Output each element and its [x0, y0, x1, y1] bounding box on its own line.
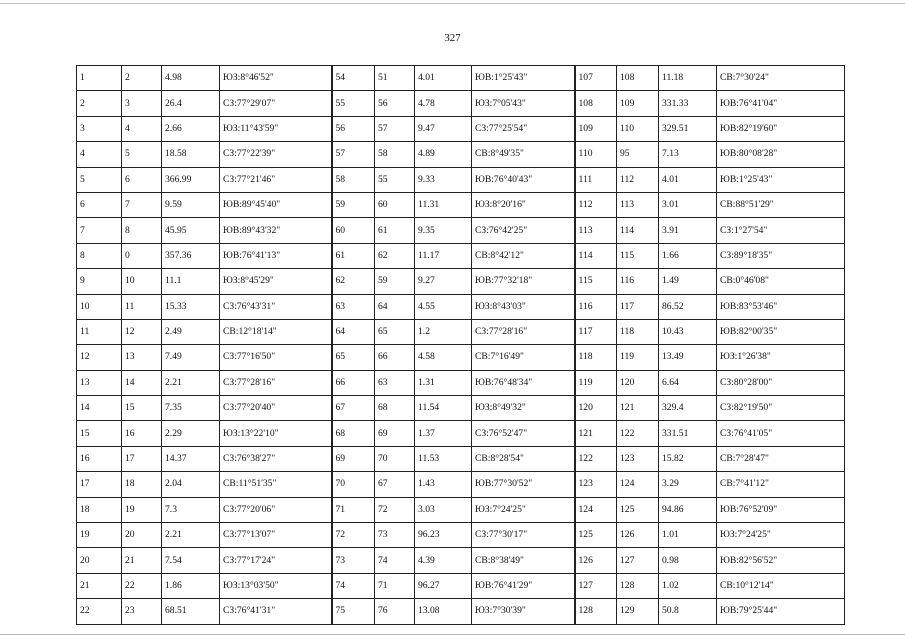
- cell-to-point: 110: [617, 116, 659, 141]
- cell-to-point: 66: [375, 345, 415, 370]
- cell-to-point: 125: [617, 497, 659, 522]
- table-row: [77, 497, 845, 522]
- cell-distance: 7.54: [162, 548, 220, 573]
- cell-bearing: ЮВ:89°45'40": [220, 192, 332, 217]
- cell-from-point: 64: [332, 319, 375, 344]
- cell-distance: 1.66: [659, 243, 717, 268]
- cell-to-point: 6: [122, 167, 162, 192]
- cell-distance: 2.49: [162, 319, 220, 344]
- cell-distance: 1.01: [659, 523, 717, 548]
- cell-distance: 68.51: [162, 599, 220, 624]
- cell-bearing: СВ:8°49'35": [472, 142, 575, 167]
- cell-bearing: ЮВ:89°43'32": [220, 218, 332, 243]
- table-row: [77, 116, 845, 141]
- cell-to-point: 8: [122, 218, 162, 243]
- cell-distance: 2.21: [162, 523, 220, 548]
- cell-distance: 94.86: [659, 497, 717, 522]
- cell-from-point: 17: [77, 472, 122, 497]
- cell-to-point: 124: [617, 472, 659, 497]
- cell-from-point: 113: [575, 218, 617, 243]
- cell-from-point: 66: [332, 370, 375, 395]
- cell-bearing: СВ:7°28'47": [717, 446, 845, 471]
- cell-bearing: СЗ:77°28'16": [220, 370, 332, 395]
- cell-bearing: ЮЗ:7°30'39": [472, 599, 575, 624]
- table-row: [77, 396, 845, 421]
- cell-bearing: ЮВ:77°30'52": [472, 472, 575, 497]
- cell-distance: 1.31: [415, 370, 472, 395]
- cell-from-point: 123: [575, 472, 617, 497]
- cell-bearing: ЮЗ:8°45'29": [220, 269, 332, 294]
- table-row: [77, 192, 845, 217]
- cell-to-point: 68: [375, 396, 415, 421]
- cell-to-point: 56: [375, 91, 415, 116]
- cell-distance: 366.99: [162, 167, 220, 192]
- cell-bearing: СВ:8°38'49": [472, 548, 575, 573]
- cell-distance: 13.08: [415, 599, 472, 624]
- cell-distance: 2.21: [162, 370, 220, 395]
- cell-to-point: 121: [617, 396, 659, 421]
- cell-from-point: 122: [575, 446, 617, 471]
- cell-to-point: 120: [617, 370, 659, 395]
- cell-bearing: СЗ:77°29'07": [220, 91, 332, 116]
- cell-distance: 4.39: [415, 548, 472, 573]
- cell-from-point: 60: [332, 218, 375, 243]
- cell-from-point: 125: [575, 523, 617, 548]
- cell-bearing: ЮЗ:11°43'59": [220, 116, 332, 141]
- cell-distance: 11.17: [415, 243, 472, 268]
- cell-to-point: 73: [375, 523, 415, 548]
- cell-distance: 329.51: [659, 116, 717, 141]
- cell-to-point: 70: [375, 446, 415, 471]
- cell-bearing: ЮЗ:8°20'16": [472, 192, 575, 217]
- cell-from-point: 65: [332, 345, 375, 370]
- cell-bearing: ЮВ:76°52'09": [717, 497, 845, 522]
- scan-edge-bottom: [0, 634, 905, 635]
- cell-to-point: 71: [375, 573, 415, 598]
- cell-distance: 96.23: [415, 523, 472, 548]
- cell-to-point: 57: [375, 116, 415, 141]
- cell-from-point: 20: [77, 548, 122, 573]
- cell-from-point: 2: [77, 91, 122, 116]
- cell-from-point: 16: [77, 446, 122, 471]
- cell-from-point: 70: [332, 472, 375, 497]
- table-row: [77, 472, 845, 497]
- cell-from-point: 3: [77, 116, 122, 141]
- cell-from-point: 108: [575, 91, 617, 116]
- cell-from-point: 112: [575, 192, 617, 217]
- cell-bearing: СВ:8°42'12": [472, 243, 575, 268]
- cell-bearing: ЮЗ:13°03'50": [220, 573, 332, 598]
- cell-distance: 7.13: [659, 142, 717, 167]
- cell-to-point: 129: [617, 599, 659, 624]
- cell-to-point: 7: [122, 192, 162, 217]
- cell-from-point: 109: [575, 116, 617, 141]
- cell-distance: 11.53: [415, 446, 472, 471]
- cell-to-point: 18: [122, 472, 162, 497]
- cell-bearing: ЮВ:1°25'43": [472, 66, 575, 91]
- cell-distance: 4.01: [659, 167, 717, 192]
- cell-to-point: 127: [617, 548, 659, 573]
- cell-to-point: 115: [617, 243, 659, 268]
- cell-distance: 1.2: [415, 319, 472, 344]
- cell-from-point: 69: [332, 446, 375, 471]
- cell-to-point: 65: [375, 319, 415, 344]
- cell-to-point: 15: [122, 396, 162, 421]
- cell-distance: 1.02: [659, 573, 717, 598]
- cell-to-point: 114: [617, 218, 659, 243]
- cell-distance: 15.33: [162, 294, 220, 319]
- cell-to-point: 11: [122, 294, 162, 319]
- cell-from-point: 126: [575, 548, 617, 573]
- cell-to-point: 10: [122, 269, 162, 294]
- cell-distance: 4.58: [415, 345, 472, 370]
- table-row: [77, 345, 845, 370]
- cell-distance: 331.51: [659, 421, 717, 446]
- cell-bearing: ЮВ:79°25'44": [717, 599, 845, 624]
- cell-bearing: СЗ:82°19'50": [717, 396, 845, 421]
- cell-from-point: 61: [332, 243, 375, 268]
- cell-bearing: СВ:7°41'12": [717, 472, 845, 497]
- cell-from-point: 67: [332, 396, 375, 421]
- cell-bearing: СВ:11°51'35": [220, 472, 332, 497]
- cell-distance: 4.89: [415, 142, 472, 167]
- cell-from-point: 11: [77, 319, 122, 344]
- cell-from-point: 55: [332, 91, 375, 116]
- cell-bearing: СЗ:77°13'07": [220, 523, 332, 548]
- cell-to-point: 19: [122, 497, 162, 522]
- cell-bearing: СЗ:77°16'50": [220, 345, 332, 370]
- table-row: [77, 243, 845, 268]
- cell-bearing: ЮЗ:8°46'52": [220, 66, 332, 91]
- cell-to-point: 17: [122, 446, 162, 471]
- cell-distance: 357.36: [162, 243, 220, 268]
- cell-from-point: 71: [332, 497, 375, 522]
- cell-bearing: ЮВ:82°19'60": [717, 116, 845, 141]
- cell-bearing: СЗ:76°52'47": [472, 421, 575, 446]
- table-row: [77, 548, 845, 573]
- cell-from-point: 128: [575, 599, 617, 624]
- cell-distance: 14.37: [162, 446, 220, 471]
- cell-distance: 18.58: [162, 142, 220, 167]
- cell-from-point: 119: [575, 370, 617, 395]
- cell-from-point: 68: [332, 421, 375, 446]
- cell-distance: 3.01: [659, 192, 717, 217]
- table-row: [77, 91, 845, 116]
- cell-to-point: 109: [617, 91, 659, 116]
- cell-distance: 4.78: [415, 91, 472, 116]
- cell-to-point: 126: [617, 523, 659, 548]
- scan-edge-top: [0, 3, 905, 4]
- cell-bearing: СВ:12°18'14": [220, 319, 332, 344]
- table-row: [77, 421, 845, 446]
- cell-bearing: ЮВ:1°25'43": [717, 167, 845, 192]
- cell-from-point: 120: [575, 396, 617, 421]
- cell-to-point: 23: [122, 599, 162, 624]
- cell-bearing: ЮЗ:8°49'32": [472, 396, 575, 421]
- cell-to-point: 76: [375, 599, 415, 624]
- cell-from-point: 62: [332, 269, 375, 294]
- cell-bearing: ЮВ:80°08'28": [717, 142, 845, 167]
- cell-to-point: 16: [122, 421, 162, 446]
- cell-to-point: 67: [375, 472, 415, 497]
- cell-bearing: СЗ:77°30'17": [472, 523, 575, 548]
- cell-from-point: 124: [575, 497, 617, 522]
- cell-distance: 3.91: [659, 218, 717, 243]
- cell-from-point: 21: [77, 573, 122, 598]
- table-row: [77, 446, 845, 471]
- table-row: [77, 218, 845, 243]
- cell-bearing: СЗ:76°42'25": [472, 218, 575, 243]
- cell-to-point: 69: [375, 421, 415, 446]
- cell-to-point: 2: [122, 66, 162, 91]
- cell-to-point: 95: [617, 142, 659, 167]
- cell-bearing: ЮЗ:7°24'25": [472, 497, 575, 522]
- cell-distance: 6.64: [659, 370, 717, 395]
- cell-distance: 50.8: [659, 599, 717, 624]
- cell-to-point: 128: [617, 573, 659, 598]
- cell-to-point: 119: [617, 345, 659, 370]
- survey-table: [76, 65, 845, 625]
- cell-bearing: СЗ:76°38'27": [220, 446, 332, 471]
- table-row: [77, 370, 845, 395]
- cell-to-point: 108: [617, 66, 659, 91]
- cell-distance: 9.47: [415, 116, 472, 141]
- cell-from-point: 4: [77, 142, 122, 167]
- cell-to-point: 61: [375, 218, 415, 243]
- cell-bearing: СЗ:76°43'31": [220, 294, 332, 319]
- cell-bearing: СЗ:77°17'24": [220, 548, 332, 573]
- cell-to-point: 113: [617, 192, 659, 217]
- cell-distance: 11.1: [162, 269, 220, 294]
- table-row: [77, 523, 845, 548]
- cell-distance: 4.01: [415, 66, 472, 91]
- cell-from-point: 114: [575, 243, 617, 268]
- cell-to-point: 4: [122, 116, 162, 141]
- cell-from-point: 57: [332, 142, 375, 167]
- cell-bearing: СЗ:77°21'46": [220, 167, 332, 192]
- cell-bearing: СЗ:76°41'05": [717, 421, 845, 446]
- cell-distance: 9.35: [415, 218, 472, 243]
- cell-distance: 3.29: [659, 472, 717, 497]
- cell-to-point: 72: [375, 497, 415, 522]
- cell-to-point: 116: [617, 269, 659, 294]
- cell-from-point: 121: [575, 421, 617, 446]
- cell-to-point: 123: [617, 446, 659, 471]
- cell-from-point: 12: [77, 345, 122, 370]
- cell-to-point: 14: [122, 370, 162, 395]
- cell-to-point: 12: [122, 319, 162, 344]
- cell-from-point: 6: [77, 192, 122, 217]
- cell-to-point: 118: [617, 319, 659, 344]
- cell-bearing: ЮЗ:7°05'43": [472, 91, 575, 116]
- cell-distance: 7.3: [162, 497, 220, 522]
- cell-to-point: 122: [617, 421, 659, 446]
- table-row: [77, 599, 845, 624]
- cell-from-point: 111: [575, 167, 617, 192]
- cell-bearing: ЮЗ:1°26'38": [717, 345, 845, 370]
- cell-distance: 331.33: [659, 91, 717, 116]
- cell-from-point: 74: [332, 573, 375, 598]
- cell-from-point: 127: [575, 573, 617, 598]
- cell-distance: 3.03: [415, 497, 472, 522]
- cell-bearing: СЗ:77°20'06": [220, 497, 332, 522]
- cell-from-point: 59: [332, 192, 375, 217]
- cell-distance: 9.33: [415, 167, 472, 192]
- cell-to-point: 62: [375, 243, 415, 268]
- cell-from-point: 10: [77, 294, 122, 319]
- cell-to-point: 60: [375, 192, 415, 217]
- page-number: 327: [444, 32, 461, 44]
- cell-distance: 1.49: [659, 269, 717, 294]
- cell-bearing: ЮВ:76°41'29": [472, 573, 575, 598]
- cell-to-point: 74: [375, 548, 415, 573]
- cell-bearing: СЗ:80°28'00": [717, 370, 845, 395]
- cell-bearing: СЗ:77°20'40": [220, 396, 332, 421]
- cell-to-point: 3: [122, 91, 162, 116]
- cell-from-point: 110: [575, 142, 617, 167]
- cell-from-point: 1: [77, 66, 122, 91]
- cell-to-point: 51: [375, 66, 415, 91]
- cell-bearing: СВ:10°12'14": [717, 573, 845, 598]
- cell-distance: 329.4: [659, 396, 717, 421]
- cell-to-point: 5: [122, 142, 162, 167]
- cell-bearing: СВ:7°30'24": [717, 66, 845, 91]
- cell-distance: 0.98: [659, 548, 717, 573]
- cell-bearing: ЮВ:77°32'18": [472, 269, 575, 294]
- survey-table-body: [77, 66, 845, 625]
- cell-bearing: ЮВ:76°40'43": [472, 167, 575, 192]
- cell-from-point: 72: [332, 523, 375, 548]
- cell-bearing: СВ:88°51'29": [717, 192, 845, 217]
- table-row: [77, 294, 845, 319]
- cell-distance: 45.95: [162, 218, 220, 243]
- cell-bearing: ЮВ:76°41'13": [220, 243, 332, 268]
- cell-bearing: ЮВ:83°53'46": [717, 294, 845, 319]
- cell-distance: 26.4: [162, 91, 220, 116]
- cell-from-point: 8: [77, 243, 122, 268]
- cell-from-point: 22: [77, 599, 122, 624]
- cell-bearing: СЗ:77°25'54": [472, 116, 575, 141]
- cell-to-point: 55: [375, 167, 415, 192]
- cell-bearing: СЗ:77°28'16": [472, 319, 575, 344]
- cell-from-point: 5: [77, 167, 122, 192]
- cell-bearing: ЮВ:76°48'34": [472, 370, 575, 395]
- cell-distance: 7.49: [162, 345, 220, 370]
- cell-from-point: 19: [77, 523, 122, 548]
- cell-distance: 4.98: [162, 66, 220, 91]
- cell-to-point: 21: [122, 548, 162, 573]
- cell-from-point: 14: [77, 396, 122, 421]
- cell-to-point: 0: [122, 243, 162, 268]
- cell-from-point: 75: [332, 599, 375, 624]
- cell-from-point: 9: [77, 269, 122, 294]
- cell-distance: 11.31: [415, 192, 472, 217]
- cell-to-point: 59: [375, 269, 415, 294]
- cell-distance: 2.66: [162, 116, 220, 141]
- cell-distance: 1.43: [415, 472, 472, 497]
- cell-distance: 9.59: [162, 192, 220, 217]
- cell-to-point: 58: [375, 142, 415, 167]
- cell-distance: 11.54: [415, 396, 472, 421]
- cell-to-point: 64: [375, 294, 415, 319]
- cell-distance: 10.43: [659, 319, 717, 344]
- cell-from-point: 63: [332, 294, 375, 319]
- cell-to-point: 20: [122, 523, 162, 548]
- cell-distance: 96.27: [415, 573, 472, 598]
- cell-bearing: СЗ:76°41'31": [220, 599, 332, 624]
- cell-bearing: СВ:0°46'08": [717, 269, 845, 294]
- cell-bearing: ЮВ:82°56'52": [717, 548, 845, 573]
- cell-distance: 1.86: [162, 573, 220, 598]
- cell-bearing: ЮВ:82°00'35": [717, 319, 845, 344]
- table-row: [77, 319, 845, 344]
- cell-from-point: 118: [575, 345, 617, 370]
- cell-distance: 13.49: [659, 345, 717, 370]
- cell-distance: 9.27: [415, 269, 472, 294]
- cell-bearing: СЗ:77°22'39": [220, 142, 332, 167]
- cell-bearing: СВ:7°16'49": [472, 345, 575, 370]
- cell-bearing: ЮЗ:7°24'25": [717, 523, 845, 548]
- cell-to-point: 22: [122, 573, 162, 598]
- cell-to-point: 112: [617, 167, 659, 192]
- cell-to-point: 63: [375, 370, 415, 395]
- cell-from-point: 15: [77, 421, 122, 446]
- table-row: [77, 269, 845, 294]
- cell-from-point: 73: [332, 548, 375, 573]
- cell-from-point: 117: [575, 319, 617, 344]
- cell-distance: 1.37: [415, 421, 472, 446]
- cell-distance: 4.55: [415, 294, 472, 319]
- cell-distance: 7.35: [162, 396, 220, 421]
- cell-from-point: 58: [332, 167, 375, 192]
- cell-from-point: 54: [332, 66, 375, 91]
- table-row: [77, 142, 845, 167]
- cell-distance: 2.29: [162, 421, 220, 446]
- table-row: [77, 66, 845, 91]
- cell-bearing: СЗ:89°18'35": [717, 243, 845, 268]
- cell-from-point: 115: [575, 269, 617, 294]
- cell-bearing: СЗ:1°27'54": [717, 218, 845, 243]
- table-row: [77, 167, 845, 192]
- table-row: [77, 573, 845, 598]
- cell-distance: 86.52: [659, 294, 717, 319]
- cell-distance: 2.04: [162, 472, 220, 497]
- cell-to-point: 117: [617, 294, 659, 319]
- cell-bearing: СВ:8°28'54": [472, 446, 575, 471]
- cell-from-point: 18: [77, 497, 122, 522]
- cell-bearing: ЮВ:76°41'04": [717, 91, 845, 116]
- cell-from-point: 107: [575, 66, 617, 91]
- cell-bearing: ЮЗ:8°43'03": [472, 294, 575, 319]
- cell-from-point: 13: [77, 370, 122, 395]
- cell-to-point: 13: [122, 345, 162, 370]
- cell-distance: 11.18: [659, 66, 717, 91]
- cell-from-point: 56: [332, 116, 375, 141]
- cell-bearing: ЮЗ:13°22'10": [220, 421, 332, 446]
- cell-distance: 15.82: [659, 446, 717, 471]
- cell-from-point: 116: [575, 294, 617, 319]
- cell-from-point: 7: [77, 218, 122, 243]
